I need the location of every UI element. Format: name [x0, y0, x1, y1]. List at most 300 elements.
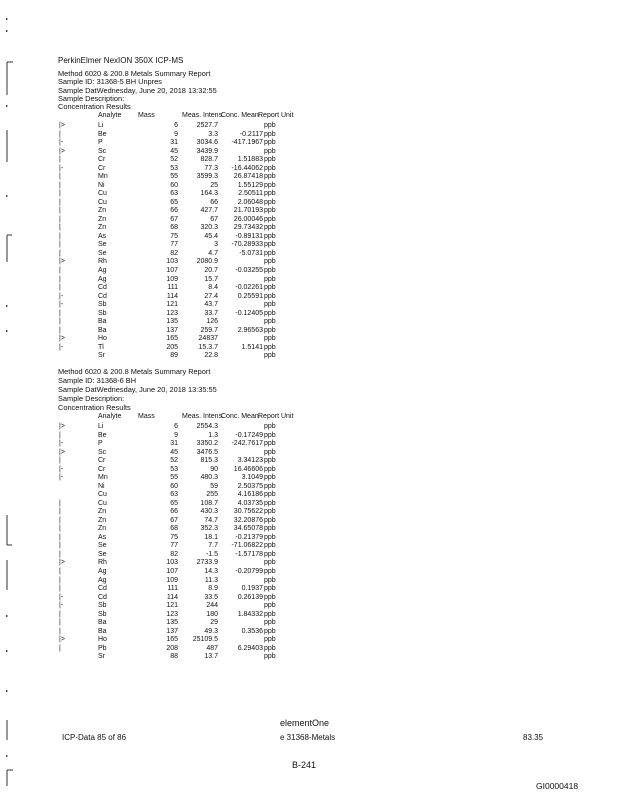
report-unit-cell: ppb	[264, 491, 276, 499]
meas-intens-cell: 480.3	[200, 474, 218, 482]
meas-intens-cell: 2733.9	[196, 559, 218, 567]
mass-cell: 123	[166, 610, 178, 618]
table-row	[58, 344, 318, 353]
row-flag: |	[59, 249, 61, 257]
mass-cell: 123	[166, 309, 178, 317]
row-flag: |	[59, 241, 61, 249]
table-row	[58, 148, 318, 157]
conc-mean-cell: 0.1937	[241, 585, 263, 593]
report-unit-cell: ppb	[264, 457, 276, 465]
table-row	[58, 619, 318, 628]
mass-cell: 103	[166, 258, 178, 266]
row-flag: |	[59, 156, 61, 164]
table-row	[58, 352, 318, 361]
report-unit-cell: ppb	[264, 516, 276, 524]
row-flag: |>	[59, 335, 65, 343]
report-unit-cell: ppb	[264, 627, 276, 635]
report-unit-cell: ppb	[264, 318, 276, 326]
row-flag: |-	[59, 292, 64, 300]
mass-cell: 55	[170, 474, 178, 482]
row-flag: |	[59, 284, 61, 292]
conc-mean-cell: 32.20876	[233, 516, 263, 524]
table-row	[58, 432, 318, 441]
mass-cell: 107	[166, 267, 178, 274]
table-row	[58, 335, 318, 344]
analyte-cell: Cu	[98, 491, 107, 499]
report-unit-cell: ppb	[264, 147, 276, 155]
row-flag: |-	[59, 593, 64, 601]
row-flag: |	[59, 516, 61, 524]
table-row	[58, 423, 318, 432]
table-row	[58, 534, 318, 543]
conc-mean-cell: 21.70193	[233, 207, 263, 215]
row-flag: |	[59, 267, 61, 274]
mass-cell: 77	[170, 241, 178, 249]
conc-mean-cell: -242.7617	[231, 440, 263, 448]
table-row	[58, 301, 318, 310]
mass-cell: 89	[170, 352, 178, 360]
report-unit-cell: ppb	[264, 568, 276, 575]
row-flag: |	[59, 198, 61, 206]
meas-intens-cell: 13.7	[204, 653, 218, 661]
report-unit-cell: ppb	[264, 644, 276, 652]
meas-intens-cell: 8.4	[208, 284, 218, 292]
analyte-cell: Cr	[98, 465, 106, 473]
mass-cell: 137	[166, 627, 178, 635]
conc-mean-cell: 34.65078	[233, 525, 263, 533]
report1-concentration-results: Concentration Results	[58, 102, 131, 111]
table-row	[58, 310, 318, 319]
analyte-cell: Sb	[98, 602, 107, 610]
report-unit-cell: ppb	[264, 542, 276, 550]
table-row	[58, 233, 318, 242]
col-analyte: Analyte	[98, 413, 122, 420]
report-unit-cell: ppb	[264, 232, 276, 240]
mass-cell: 45	[170, 448, 178, 456]
analyte-cell: Rh	[98, 559, 107, 567]
mass-cell: 165	[166, 335, 178, 343]
table-row	[58, 483, 318, 492]
report-unit-cell: ppb	[264, 130, 276, 138]
mass-cell: 82	[170, 550, 178, 558]
conc-mean-cell: 6.29403	[237, 644, 263, 652]
table-row	[58, 602, 318, 611]
meas-intens-cell: 22.8	[204, 352, 218, 360]
mass-cell: 77	[170, 542, 178, 550]
meas-intens-cell: 66	[210, 198, 218, 206]
analyte-cell: Cu	[98, 190, 107, 198]
mass-cell: 67	[170, 215, 178, 223]
mass-cell: 65	[170, 198, 178, 206]
mass-cell: 60	[170, 181, 178, 189]
table-row	[58, 440, 318, 449]
row-flag: |	[59, 232, 61, 240]
row-flag: |	[59, 181, 61, 189]
report-unit-cell: ppb	[264, 207, 276, 215]
meas-intens-cell: 15.7	[204, 275, 218, 283]
meas-intens-cell: 33.7	[204, 309, 218, 317]
meas-intens-cell: 815.3	[200, 457, 218, 465]
meas-intens-cell: 108.7	[200, 499, 218, 507]
mass-cell: 67	[170, 516, 178, 524]
analyte-cell: Ba	[98, 619, 107, 627]
report-unit-cell: ppb	[264, 275, 276, 283]
col-conc-mean: Conc. Mean	[221, 413, 259, 420]
table-row	[58, 585, 318, 594]
mass-cell: 109	[166, 275, 178, 283]
row-flag: |>	[59, 258, 65, 266]
conc-mean-cell: -70.28933	[231, 241, 263, 249]
conc-mean-cell: -5.0731	[239, 249, 263, 257]
mass-cell: 66	[170, 508, 178, 516]
row-flag: |	[59, 550, 61, 558]
row-flag: |-	[59, 474, 64, 482]
row-flag: |	[59, 508, 61, 516]
row-flag: |	[59, 431, 61, 439]
meas-intens-cell: 3599.3	[196, 173, 218, 181]
report-unit-cell: ppb	[264, 173, 276, 181]
report1-sample-id: Sample ID: 31368-5 BH Unpres	[58, 77, 162, 86]
analyte-cell: Tl	[98, 343, 104, 351]
analyte-cell: Zn	[98, 525, 107, 533]
analyte-cell: Li	[98, 423, 104, 430]
conc-mean-cell: 1.55129	[237, 181, 263, 189]
table-row	[58, 611, 318, 620]
meas-intens-cell: 2554.3	[196, 423, 218, 430]
meas-intens-cell: 255	[206, 491, 218, 499]
conc-mean-cell: 0.25591	[237, 292, 263, 300]
meas-intens-cell: 3476.5	[196, 448, 218, 456]
analyte-cell: Sb	[98, 309, 107, 317]
row-flag: |>	[59, 448, 65, 456]
analyte-cell: Ag	[98, 568, 107, 575]
report-unit-cell: ppb	[264, 164, 276, 172]
report-unit-cell: ppb	[264, 619, 276, 627]
analyte-cell: Se	[98, 241, 107, 249]
conc-mean-cell: 2.50511	[238, 190, 263, 198]
analyte-cell: Ba	[98, 318, 107, 326]
table-row	[58, 551, 318, 560]
mass-cell: 75	[170, 232, 178, 240]
conc-mean-cell: 0.26139	[237, 593, 263, 601]
table-row	[58, 293, 318, 302]
row-flag: |	[59, 533, 61, 541]
mass-cell: 165	[166, 636, 178, 644]
analyte-cell: Ho	[98, 636, 107, 644]
mass-cell: 103	[166, 559, 178, 567]
row-flag: |-	[59, 164, 64, 172]
meas-intens-cell: 259.7	[200, 326, 218, 334]
mass-cell: 109	[166, 576, 178, 584]
analyte-cell: Cr	[98, 156, 106, 164]
table-row	[58, 525, 318, 534]
meas-intens-cell: 320.3	[200, 224, 218, 232]
report-unit-cell: ppb	[264, 326, 276, 334]
footer-brand: elementOne	[280, 718, 330, 728]
report-unit-cell: ppb	[264, 585, 276, 593]
table-row	[58, 645, 318, 654]
row-flag: |	[59, 457, 61, 465]
table-row	[58, 199, 318, 208]
report2-method: Method 6020 & 200.8 Metals Summary Report	[58, 367, 211, 376]
row-flag: |-	[59, 602, 64, 610]
row-flag: |	[59, 326, 61, 334]
mass-cell: 135	[166, 619, 178, 627]
conc-mean-cell: 1.51883	[237, 156, 263, 164]
table-row	[58, 457, 318, 466]
analyte-cell: Ag	[98, 275, 107, 283]
analyte-cell: Ag	[98, 267, 107, 274]
analyte-cell: Cr	[98, 457, 106, 465]
report-unit-cell: ppb	[264, 653, 276, 661]
analyte-cell: Li	[98, 122, 104, 129]
meas-intens-cell: 427.7	[200, 207, 218, 215]
row-flag: |	[59, 644, 61, 652]
mass-cell: 82	[170, 249, 178, 257]
analyte-cell: Cd	[98, 585, 107, 593]
conc-mean-cell: 4.03735	[237, 499, 263, 507]
conc-mean-cell: -0.17249	[235, 431, 263, 439]
report1-method: Method 6020 & 200.8 Metals Summary Report	[58, 69, 211, 78]
analyte-cell: Sb	[98, 610, 107, 618]
analyte-cell: Zn	[98, 516, 107, 524]
report-unit-cell: ppb	[264, 292, 276, 300]
row-flag: |-	[59, 139, 64, 147]
report-unit-cell: ppb	[264, 284, 276, 292]
mass-cell: 31	[170, 139, 178, 147]
conc-mean-cell: 26.00046	[233, 215, 263, 223]
meas-intens-cell: 33.5	[204, 593, 218, 601]
mass-cell: 137	[166, 326, 178, 334]
analyte-cell: As	[98, 232, 107, 240]
meas-intens-cell: 430.3	[200, 508, 218, 516]
table-row	[58, 216, 318, 225]
analyte-cell: Rh	[98, 258, 107, 266]
mass-cell: 60	[170, 482, 178, 490]
report-unit-cell: ppb	[264, 423, 276, 430]
report-unit-cell: ppb	[264, 482, 276, 490]
conc-mean-cell: -0.20799	[235, 568, 263, 575]
report2-sample-date: Sample DatWednesday, June 20, 2018 13:35:55	[58, 385, 217, 394]
analyte-cell: Ho	[98, 335, 107, 343]
table-row	[58, 508, 318, 517]
table-row	[58, 500, 318, 509]
meas-intens-cell: 3350.2	[196, 440, 218, 448]
mass-cell: 52	[170, 156, 178, 164]
report-unit-cell: ppb	[264, 181, 276, 189]
report-unit-cell: ppb	[264, 525, 276, 533]
mass-cell: 63	[170, 190, 178, 198]
table-row	[58, 653, 318, 662]
analyte-cell: As	[98, 533, 107, 541]
report-unit-cell: ppb	[264, 267, 276, 274]
table-row	[58, 241, 318, 250]
report2-concentration-results: Concentration Results	[58, 403, 131, 412]
conc-mean-cell: 3.1049	[241, 474, 263, 482]
conc-mean-cell: 3.34123	[237, 457, 263, 465]
table-row	[58, 449, 318, 458]
analyte-cell: Ba	[98, 326, 107, 334]
mass-cell: 121	[166, 301, 178, 309]
report-unit-cell: ppb	[264, 258, 276, 266]
table-row	[58, 173, 318, 182]
table-row	[58, 224, 318, 233]
table-row	[58, 250, 318, 259]
row-flag: |	[59, 190, 61, 198]
document-id: GI0000418	[536, 781, 579, 791]
conc-mean-cell: -0.2117	[239, 130, 263, 138]
row-flag: |	[59, 215, 61, 223]
instrument-title: PerkinElmer NexION 350X ICP-MS	[58, 56, 184, 65]
analyte-cell: Cu	[98, 198, 107, 206]
meas-intens-cell: 74.7	[204, 516, 218, 524]
analyte-cell: Sb	[98, 301, 107, 309]
mass-cell: 53	[170, 465, 178, 473]
mass-cell: 135	[166, 318, 178, 326]
report2-sample-description: Sample Description:	[58, 394, 125, 403]
meas-intens-cell: 1.3	[208, 431, 218, 439]
table-row	[58, 577, 318, 586]
report-unit-cell: ppb	[264, 610, 276, 618]
mass-cell: 45	[170, 147, 178, 155]
row-flag: |	[59, 542, 61, 550]
row-flag: |	[59, 130, 61, 138]
report-unit-cell: ppb	[264, 559, 276, 567]
report-unit-cell: ppb	[264, 122, 276, 129]
analyte-cell: Mn	[98, 173, 108, 181]
row-flag: |	[59, 525, 61, 533]
conc-mean-cell: 26.87418	[233, 173, 263, 181]
report-unit-cell: ppb	[264, 198, 276, 206]
analyte-cell: Ni	[98, 181, 105, 189]
footer-center: e 31368-Metals	[280, 733, 336, 742]
report-unit-cell: ppb	[264, 343, 276, 351]
analyte-cell: Pb	[98, 644, 107, 652]
meas-intens-cell: 3034.6	[196, 139, 218, 147]
mass-cell: 31	[170, 440, 178, 448]
conc-mean-cell: -0.12405	[235, 309, 263, 317]
row-flag: |>	[59, 636, 65, 644]
analyte-cell: Cu	[98, 499, 107, 507]
meas-intens-cell: 164.3	[200, 190, 218, 198]
conc-mean-cell: 2.06048	[237, 198, 263, 206]
table-row	[58, 276, 318, 285]
col-report-unit: Report Unit	[258, 413, 294, 420]
row-flag: |	[59, 309, 61, 317]
mass-cell: 53	[170, 164, 178, 172]
report1-sample-description: Sample Description:	[58, 94, 125, 103]
report-unit-cell: ppb	[264, 431, 276, 439]
meas-intens-cell: 8.9	[208, 585, 218, 593]
row-flag: |	[59, 627, 61, 635]
meas-intens-cell: 25109.5	[192, 636, 218, 644]
meas-intens-cell: 14.3	[204, 568, 218, 575]
meas-intens-cell: 828.7	[200, 156, 218, 164]
col-meas-intens: Meas. Intens	[182, 112, 223, 119]
col-conc-mean: Conc. Mean	[221, 112, 259, 119]
col-mass: Mass	[138, 112, 155, 119]
meas-intens-cell: 3.3	[208, 130, 218, 138]
conc-mean-cell: -0.89131	[235, 232, 263, 240]
report-unit-cell: ppb	[264, 576, 276, 584]
meas-intens-cell: 77.3	[204, 164, 218, 172]
analyte-cell: Sr	[98, 653, 105, 661]
mass-cell: 68	[170, 224, 178, 232]
meas-intens-cell: 29	[210, 619, 218, 627]
conc-mean-cell: -16.44062	[231, 164, 263, 172]
row-flag: |	[59, 207, 61, 215]
report-unit-cell: ppb	[264, 465, 276, 473]
analyte-cell: Se	[98, 542, 107, 550]
meas-intens-cell: 2527.7	[196, 122, 218, 129]
table-row	[58, 207, 318, 216]
analyte-cell: Ag	[98, 576, 107, 584]
mass-cell: 114	[166, 593, 178, 601]
conc-mean-cell: -0.03255	[235, 267, 263, 274]
row-flag: |	[59, 619, 61, 627]
mass-cell: 208	[166, 644, 178, 652]
table-row	[58, 327, 318, 336]
analyte-cell: Ba	[98, 627, 107, 635]
mass-cell: 55	[170, 173, 178, 181]
conc-mean-cell: 2.50375	[237, 482, 263, 490]
analyte-cell: Se	[98, 249, 107, 257]
row-flag: |-	[59, 343, 64, 351]
mass-cell: 205	[166, 343, 178, 351]
row-flag: |-	[59, 301, 64, 309]
meas-intens-cell: 126	[206, 318, 218, 326]
row-flag: |	[59, 318, 61, 326]
meas-intens-cell: 2080.9	[196, 258, 218, 266]
meas-intens-cell: 24837	[198, 335, 218, 343]
row-flag: |	[59, 610, 61, 618]
meas-intens-cell: 11.3	[204, 576, 218, 584]
col-meas-intens: Meas. Intens	[182, 413, 223, 420]
row-flag: |>	[59, 559, 65, 567]
analyte-cell: Sr	[98, 352, 105, 360]
col-report-unit: Report Unit	[258, 112, 294, 119]
meas-intens-cell: 59	[210, 482, 218, 490]
row-flag: |>	[59, 122, 65, 129]
row-flag: |	[59, 576, 61, 584]
analyte-cell: Cd	[98, 284, 107, 292]
meas-intens-cell: -1.5	[205, 550, 218, 558]
conc-mean-cell: -1.57178	[235, 550, 263, 558]
analyte-cell: Mn	[98, 474, 108, 482]
meas-intens-cell: 7.7	[208, 542, 218, 550]
meas-intens-cell: 20.7	[204, 267, 218, 274]
report-unit-cell: ppb	[264, 440, 276, 448]
analyte-cell: Sc	[98, 147, 107, 155]
table-row	[58, 318, 318, 327]
conc-mean-cell: 1.84332	[237, 610, 263, 618]
conc-mean-cell: -417.1967	[231, 139, 263, 147]
report-unit-cell: ppb	[264, 533, 276, 541]
mass-cell: 111	[167, 284, 178, 292]
meas-intens-cell: 25	[210, 181, 218, 189]
mass-cell: 107	[166, 568, 178, 575]
table-row	[58, 258, 318, 267]
analyte-cell: P	[98, 139, 103, 147]
mass-cell: 66	[170, 207, 178, 215]
table-row	[58, 568, 318, 577]
table-row	[58, 559, 318, 568]
row-flag: |	[59, 499, 61, 507]
meas-intens-cell: 43.7	[204, 301, 218, 309]
report-unit-cell: ppb	[264, 508, 276, 516]
table-row	[58, 122, 318, 131]
meas-intens-cell: 3	[214, 241, 218, 249]
